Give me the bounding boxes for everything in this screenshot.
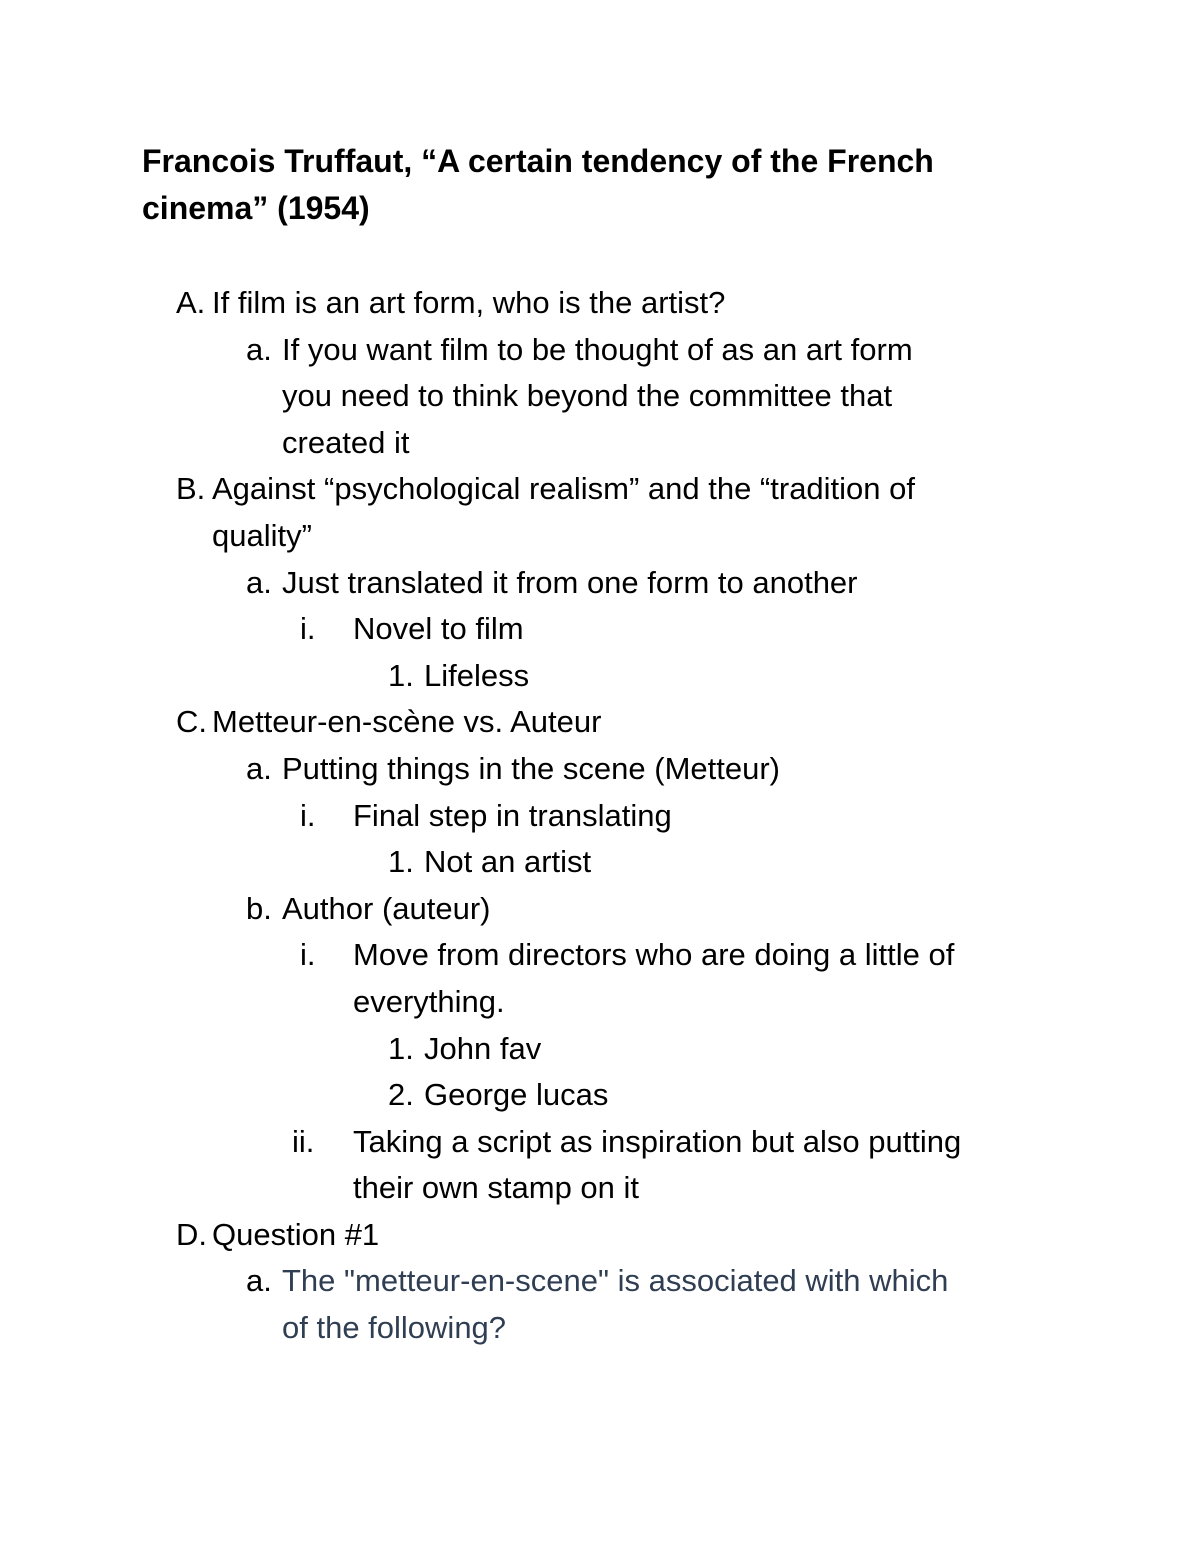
outline-continuation (0, 979, 1200, 1026)
outline-subitem (0, 886, 1200, 933)
outline-continuation (0, 1165, 1200, 1212)
list-marker: 1. (388, 657, 414, 693)
list-item-text: you need to think beyond the committee that (282, 378, 893, 414)
list-item-text: everything. (353, 983, 505, 1019)
list-marker: i. (300, 611, 316, 647)
list-marker: b. (246, 890, 272, 926)
list-marker: C. (176, 704, 207, 740)
outline-subitem (0, 746, 1200, 793)
outline-continuation (0, 1305, 1200, 1352)
list-item-text: Author (auteur) (282, 890, 491, 926)
list-marker: A. (176, 285, 206, 320)
question-text: of the following? (282, 1310, 507, 1346)
list-item-text: If film is an art form, who is the artist? (212, 285, 726, 320)
list-marker: 1. (388, 1030, 414, 1066)
list-marker: 1. (388, 844, 414, 880)
list-marker: D. (176, 1216, 207, 1252)
list-item-text: John fav (424, 1030, 542, 1066)
list-item-text: George lucas (424, 1077, 609, 1113)
list-item-text: Just translated it from one form to another (282, 564, 858, 600)
outline-subitem (0, 560, 1200, 607)
list-marker: B. (176, 471, 206, 507)
outline-number-item (0, 839, 1200, 886)
title-line-2: cinema” (1954) (142, 190, 370, 226)
list-marker: 2. (388, 1077, 414, 1113)
outline-roman-item (0, 932, 1200, 979)
outline-number-item (0, 653, 1200, 700)
page-title (142, 138, 1062, 232)
outline-item-b (0, 466, 1200, 513)
outline-roman-item (0, 606, 1200, 653)
list-item-text: Final step in translating (353, 797, 672, 833)
list-marker: a. (246, 750, 272, 786)
outline-continuation (0, 513, 1200, 560)
outline-roman-item (0, 793, 1200, 840)
outline-question-item (0, 1258, 1200, 1305)
outline-item-c (0, 699, 1200, 746)
list-item-text: their own stamp on it (353, 1170, 640, 1206)
list-item-text: quality” (212, 517, 312, 553)
list-item-text: Lifeless (424, 657, 530, 693)
list-marker: a. (246, 564, 272, 600)
list-item-text: Not an artist (424, 844, 592, 880)
title-line-1: Francois Truffaut, “A certain tendency of the French (142, 143, 934, 179)
outline-item-a (0, 280, 1200, 327)
list-item-text: Against “psychological realism” and the “tradition of (212, 471, 916, 507)
list-marker: a. (246, 331, 272, 367)
notes-outline (0, 280, 1200, 1352)
question-text: The "metteur-en-scene" is associated with which (282, 1263, 949, 1299)
list-item-text: Move from directors who are doing a little of (353, 937, 955, 973)
list-item-text: Putting things in the scene (Metteur) (282, 750, 780, 786)
list-item-text: created it (282, 424, 410, 460)
list-item-text: Metteur-en-scène vs. Auteur (212, 704, 602, 740)
list-item-text: If you want film to be thought of as an art form (282, 331, 913, 367)
outline-number-item (0, 1026, 1200, 1073)
list-marker: i. (300, 937, 316, 973)
list-marker: a. (246, 1263, 272, 1299)
list-marker: ii. (292, 1123, 315, 1159)
outline-number-item (0, 1072, 1200, 1119)
list-item-text: Taking a script as inspiration but also putting (353, 1123, 962, 1159)
outline-continuation (0, 420, 1200, 467)
outline-roman-item (0, 1119, 1200, 1166)
outline-subitem (0, 327, 1200, 374)
list-item-text: Question #1 (212, 1216, 380, 1252)
list-marker: i. (300, 797, 316, 833)
outline-continuation (0, 373, 1200, 420)
outline-item-d (0, 1212, 1200, 1259)
list-item-text: Novel to film (353, 611, 524, 647)
